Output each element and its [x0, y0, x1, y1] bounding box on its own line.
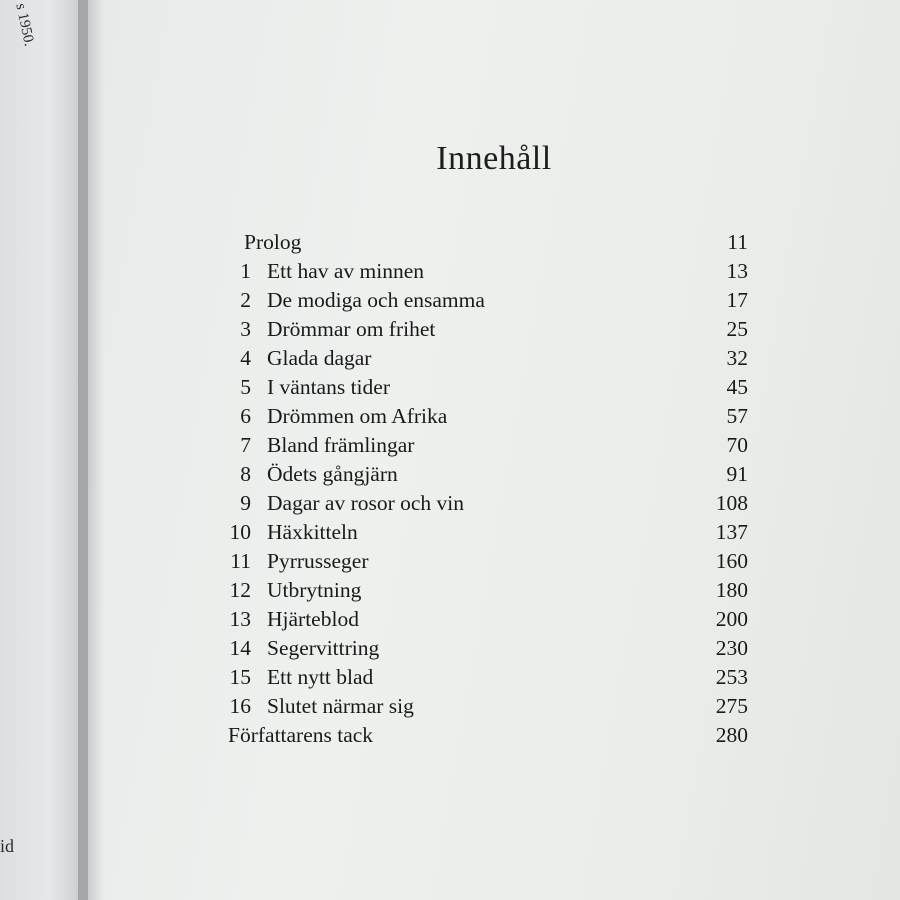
- toc-chapter-title: Författarens tack: [228, 723, 374, 747]
- toc-page-number: 230: [715, 636, 748, 660]
- toc-page-number: 13: [726, 259, 748, 283]
- toc-chapter-title: Prolog: [244, 230, 302, 254]
- toc-entry: [228, 721, 748, 750]
- toc-page-number: 70: [726, 433, 748, 457]
- toc-page-number: 180: [715, 578, 748, 602]
- toc-entry: [228, 605, 748, 634]
- toc-chapter-title: Häxkitteln: [267, 520, 358, 544]
- toc-page-number: 45: [726, 375, 748, 399]
- toc-chapter-number: 14: [229, 636, 251, 660]
- toc-page-number: 280: [715, 723, 748, 747]
- toc-entry: [228, 518, 748, 547]
- contents-page: [88, 0, 900, 900]
- toc-chapter-number: 3: [240, 317, 251, 341]
- toc-chapter-number: 12: [229, 578, 251, 602]
- toc-chapter-title: Ett hav av minnen: [267, 259, 425, 283]
- toc-entry: [228, 692, 748, 721]
- toc-page-number: 11: [727, 230, 748, 254]
- toc-chapter-number: 11: [230, 549, 251, 573]
- toc-page-number: 91: [726, 462, 748, 486]
- toc-chapter-number: 2: [240, 288, 251, 312]
- toc-page-number: 275: [715, 694, 748, 718]
- toc-chapter-number: 5: [240, 375, 251, 399]
- toc-chapter-number: 16: [229, 694, 251, 718]
- toc-entry: [228, 257, 748, 286]
- toc-chapter-title: Drömmar om frihet: [267, 317, 436, 341]
- toc-entry: [228, 373, 748, 402]
- toc-entry: [228, 431, 748, 460]
- toc-chapter-title: Ett nytt blad: [267, 665, 374, 689]
- toc-page-number: 200: [715, 607, 748, 631]
- toc-chapter-number: 10: [229, 520, 251, 544]
- toc-chapter-title: Hjärteblod: [267, 607, 359, 631]
- toc-chapter-title: Utbrytning: [267, 578, 362, 602]
- toc-entry: [228, 402, 748, 431]
- toc-chapter-title: De modiga och ensamma: [267, 288, 485, 312]
- toc-chapter-number: 4: [240, 346, 251, 370]
- toc-page-number: 17: [726, 288, 748, 312]
- toc-chapter-title: Pyrrusseger: [267, 549, 369, 573]
- toc-page-number: 253: [715, 665, 748, 689]
- toc-entry: [228, 315, 748, 344]
- toc-chapter-number: 8: [240, 462, 251, 486]
- toc-chapter-number: 6: [240, 404, 251, 428]
- toc-chapter-title: Ödets gångjärn: [267, 462, 398, 486]
- toc-chapter-number: 15: [229, 665, 251, 689]
- toc-chapter-number: 1: [240, 259, 251, 283]
- toc-entry: [228, 634, 748, 663]
- toc-entry: [228, 460, 748, 489]
- toc-chapter-title: Glada dagar: [267, 346, 372, 370]
- toc-entry: [228, 547, 748, 576]
- toc-entry: [228, 663, 748, 692]
- book-gutter: [78, 0, 104, 900]
- toc-page-number: 25: [726, 317, 748, 341]
- table-of-contents: [228, 228, 748, 750]
- toc-entry: [228, 576, 748, 605]
- toc-page-number: 57: [726, 404, 748, 428]
- toc-page-number: 137: [715, 520, 748, 544]
- left-page-bottom-text: id: [0, 836, 15, 856]
- toc-chapter-number: 13: [229, 607, 251, 631]
- toc-chapter-number: 9: [240, 491, 251, 515]
- page-title: Innehåll: [436, 140, 552, 177]
- toc-chapter-number: 7: [240, 433, 251, 457]
- toc-page-number: 108: [715, 491, 748, 515]
- toc-page-number: 160: [715, 549, 748, 573]
- toc-entry: [228, 489, 748, 518]
- toc-chapter-title: Bland främlingar: [267, 433, 415, 457]
- toc-chapter-title: I väntans tider: [267, 375, 390, 399]
- left-facing-page: [0, 0, 88, 900]
- toc-chapter-title: Dagar av rosor och vin: [267, 491, 465, 515]
- toc-chapter-title: Drömmen om Afrika: [267, 404, 448, 428]
- left-page-top-text: s 1950.: [12, 2, 38, 48]
- toc-entry: [228, 344, 748, 373]
- toc-entry: [228, 286, 748, 315]
- toc-chapter-title: Segervittring: [267, 636, 380, 660]
- toc-chapter-title: Slutet närmar sig: [267, 694, 414, 718]
- toc-entry: [228, 228, 748, 257]
- toc-page-number: 32: [726, 346, 748, 370]
